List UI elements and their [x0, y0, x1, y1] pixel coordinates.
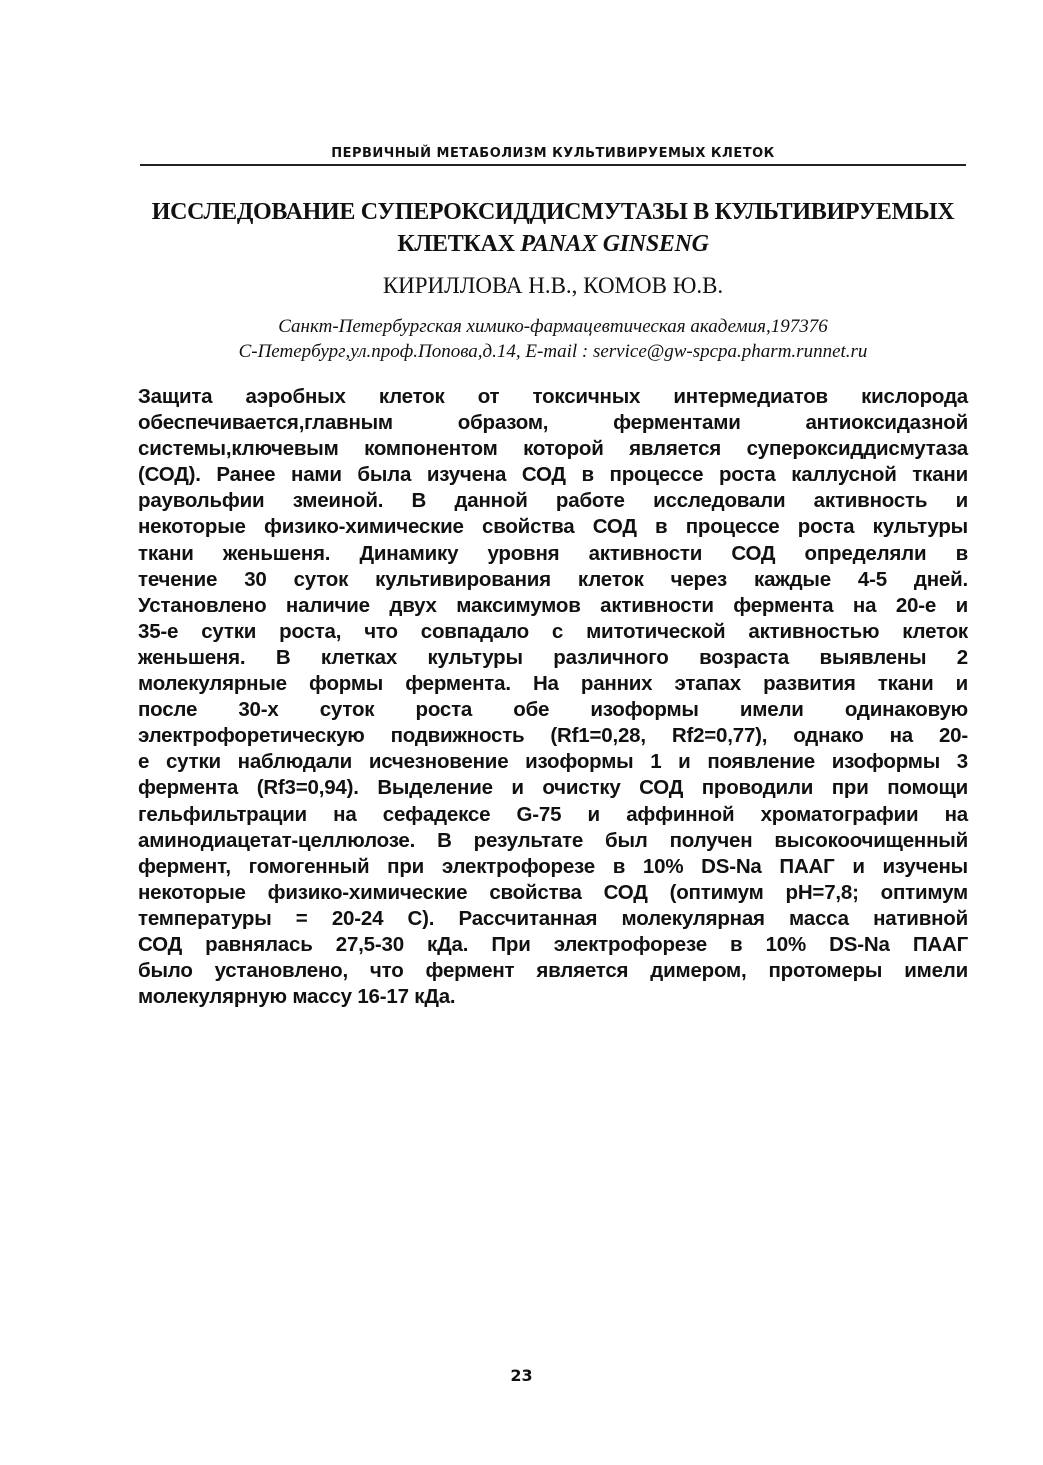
affiliation — [120, 314, 986, 364]
page-number: 23 — [510, 1366, 533, 1385]
abstract-line: Защита аэробных клеток от токсичных интермедиатов кислорода — [138, 385, 968, 408]
abstract-line: температуры = 20-24 С). Рассчитанная молекулярная масса нативной — [138, 906, 968, 930]
abstract-line: некоторые физико-химические свойства СОД (оптимум pH=7,8; оптимум — [138, 880, 968, 904]
article-title — [120, 196, 986, 260]
running-head: ПЕРВИЧНЫЙ МЕТАБОЛИЗМ КУЛЬТИВИРУЕМЫХ КЛЕТОК — [331, 146, 775, 161]
abstract-line: (СОД). Ранее нами была изучена СОД в процессе роста каллусной ткани — [138, 463, 968, 487]
abstract-line: женьшеня. В клетках культуры различного возраста выявлены 2 — [138, 645, 968, 669]
abstract-line: СОД равнялась 27,5-30 кДа. При электрофорезе в 10% DS-Na ПААГ — [138, 932, 968, 956]
abstract-line: фермента (Rf3=0,94). Выделение и очистку СОД проводили при помощи — [138, 776, 968, 800]
abstract-line: раувольфии змеиной. В данной работе исследовали активность и — [138, 489, 968, 513]
abstract-line: системы,ключевым компонентом которой является супероксиддисмутаза — [138, 437, 968, 461]
authors: КИРИЛЛОВА Н.В., КОМОВ Ю.В. — [382, 273, 724, 298]
abstract-line: электрофоретическую подвижность (Rf1=0,28, Rf2=0,77), однако на 20- — [138, 724, 968, 748]
abstract-line: молекулярную массу 16-17 кДа. — [138, 985, 456, 1009]
title-species: PANAX GINSENG — [520, 231, 709, 257]
abstract-line: аминодиацетат-целлюлозе. В результате был получен высокоочищенный — [138, 828, 968, 852]
abstract-line: было установлено, что фермент является димером, протомеры имели — [138, 959, 968, 983]
abstract-line: течение 30 суток культивирования клеток через каждые 4-5 дней. — [138, 567, 968, 591]
abstract-line: обеспечивается,главным образом, ферментами антиоксидазной — [138, 411, 968, 435]
abstract-line: Установлено наличие двух максимумов активности фермента на 20-е и — [138, 593, 968, 617]
abstract-line: некоторые физико-химические свойства СОД в процессе роста культуры — [138, 515, 968, 539]
abstract-line: е сутки наблюдали исчезновение изоформы 1 и появление изоформы 3 — [138, 750, 968, 774]
affiliation-line-2: С-Петербург,ул.проф.Попова,д.14, E-mail : service@gw-spcpa.pharm.runnet.ru — [238, 341, 868, 362]
title-line-1: ИССЛЕДОВАНИЕ СУПЕРОКСИДДИСМУТАЗЫ В КУЛЬТИВИРУЕМЫХ — [151, 199, 955, 225]
title-line-2 — [120, 228, 986, 260]
abstract-line: гельфильтрации на сефадексе G-75 и аффинной хроматографии на — [138, 802, 968, 826]
abstract-line: ткани женьшеня. Динамику уровня активности СОД определяли в — [138, 541, 968, 565]
abstract-line: после 30-х суток роста обе изоформы имели одинаковую — [138, 698, 968, 722]
abstract-line: молекулярные формы фермента. На ранних этапах развития ткани и — [138, 672, 968, 696]
abstract — [138, 384, 968, 1010]
abstract-line: 35-е сутки роста, что совпадало с митотической активностью клеток — [138, 619, 968, 643]
header-rule — [140, 164, 966, 166]
abstract-line: фермент, гомогенный при электрофорезе в 10% DS-Na ПААГ и изучены — [138, 854, 968, 878]
affiliation-line-1: Санкт-Петербургская химико-фармацевтическая академия,197376 — [278, 316, 828, 337]
title-line-2-prefix: КЛЕТКАХ — [397, 231, 521, 257]
